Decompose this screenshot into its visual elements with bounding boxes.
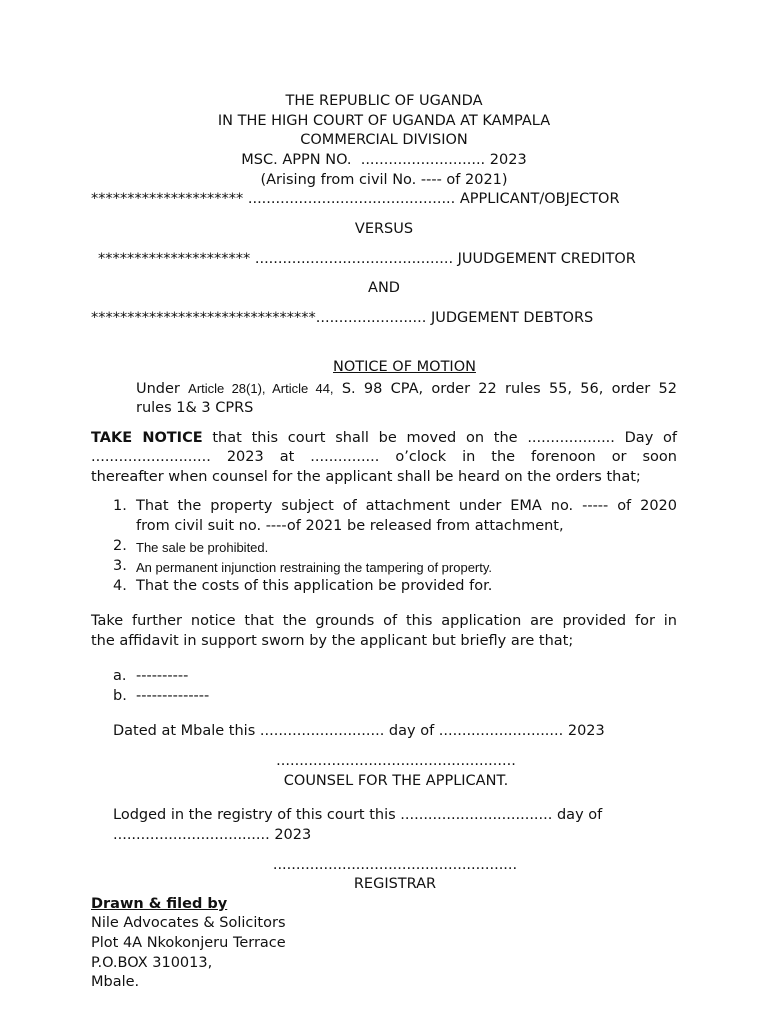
lodged-line-2: .................................. 2023 — [113, 827, 312, 843]
firm-name: Nile Advocates & Solicitors — [91, 915, 286, 931]
order-number: 3. — [113, 558, 127, 574]
further-notice-line-1: Take further notice that the grounds of this application are provided for in — [91, 613, 677, 629]
division-heading: COMMERCIAL DIVISION — [300, 132, 468, 148]
further-notice-line-2: the affidavit in support sworn by the applicant but briefly are that; — [91, 633, 574, 649]
take-notice-text: that this court shall be moved on the ................... Day of — [202, 430, 677, 446]
under-provisions — [136, 379, 677, 399]
take-notice-line-3: thereafter when counsel for the applicant shall be heard on the orders that; — [91, 469, 641, 485]
order-1-line-1: That the property subject of attachment under EMA no. ----- of 2020 — [136, 498, 677, 514]
dated-line: Dated at Mbale this ........................... day of ........................... 2023 — [113, 723, 605, 739]
counsel-signature-line: .................................................... — [276, 753, 516, 769]
application-number: MSC. APPN NO. ........................... 2023 — [241, 152, 527, 168]
order-number: 2. — [113, 538, 127, 554]
under-articles: Article 28(1), Article 44, — [188, 381, 334, 396]
under-rest-1: S. 98 CPA, order 22 rules 55, 56, order 52 — [333, 381, 677, 397]
counsel-title: COUNSEL FOR THE APPLICANT. — [283, 773, 509, 789]
firm-address-plot: Plot 4A Nkokonjeru Terrace — [91, 935, 286, 951]
versus-label: VERSUS — [354, 221, 414, 237]
order-number: 4. — [113, 578, 127, 594]
ground-a-text: ---------- — [136, 668, 189, 684]
registrar-title: REGISTRAR — [353, 876, 437, 892]
arising-from: (Arising from civil No. ---- of 2021) — [260, 172, 508, 188]
lodged-line-1: Lodged in the registry of this court this ................................. day of — [113, 807, 603, 823]
ground-label: a. — [113, 668, 127, 684]
and-label: AND — [368, 280, 400, 296]
under-provisions-cont: rules 1& 3 CPRS — [136, 400, 254, 416]
republic-heading: THE REPUBLIC OF UGANDA — [285, 93, 483, 109]
under-prefix: Under — [136, 381, 189, 397]
order-number: 1. — [113, 498, 127, 514]
order-4-text: That the costs of this application be provided for. — [136, 578, 493, 594]
debtors-line: *******************************........................ JUDGEMENT DEBTORS — [91, 310, 594, 326]
ground-label: b. — [113, 688, 127, 704]
order-3-text: An permanent injunction restraining the tampering of property. — [136, 560, 493, 575]
notice-of-motion-title: NOTICE OF MOTION — [333, 359, 476, 375]
ground-b-text: -------------- — [136, 688, 210, 704]
registrar-signature-line: ..................................................... — [272, 857, 518, 873]
take-notice-lead: TAKE NOTICE — [91, 430, 203, 446]
drawn-filed-heading: Drawn & filed by — [91, 896, 228, 912]
court-heading: IN THE HIGH COURT OF UGANDA AT KAMPALA — [217, 113, 551, 129]
order-2-text: The sale be prohibited. — [136, 540, 269, 555]
firm-po-box: P.O.BOX 310013, — [91, 955, 213, 971]
take-notice-line-2: .......................... 2023 at ............... o’clock in the forenoon or soon — [91, 449, 677, 465]
order-1-line-2: from civil suit no. ----of 2021 be released from attachment, — [136, 518, 564, 534]
applicant-line: ********************* ............................................. APPLICANT/OBJECTOR — [91, 191, 620, 207]
firm-town: Mbale. — [91, 974, 140, 990]
creditor-line: ********************* ........................................... JUUDGEMENT CREDITOR — [98, 251, 636, 267]
take-notice-line-1 — [91, 429, 677, 448]
